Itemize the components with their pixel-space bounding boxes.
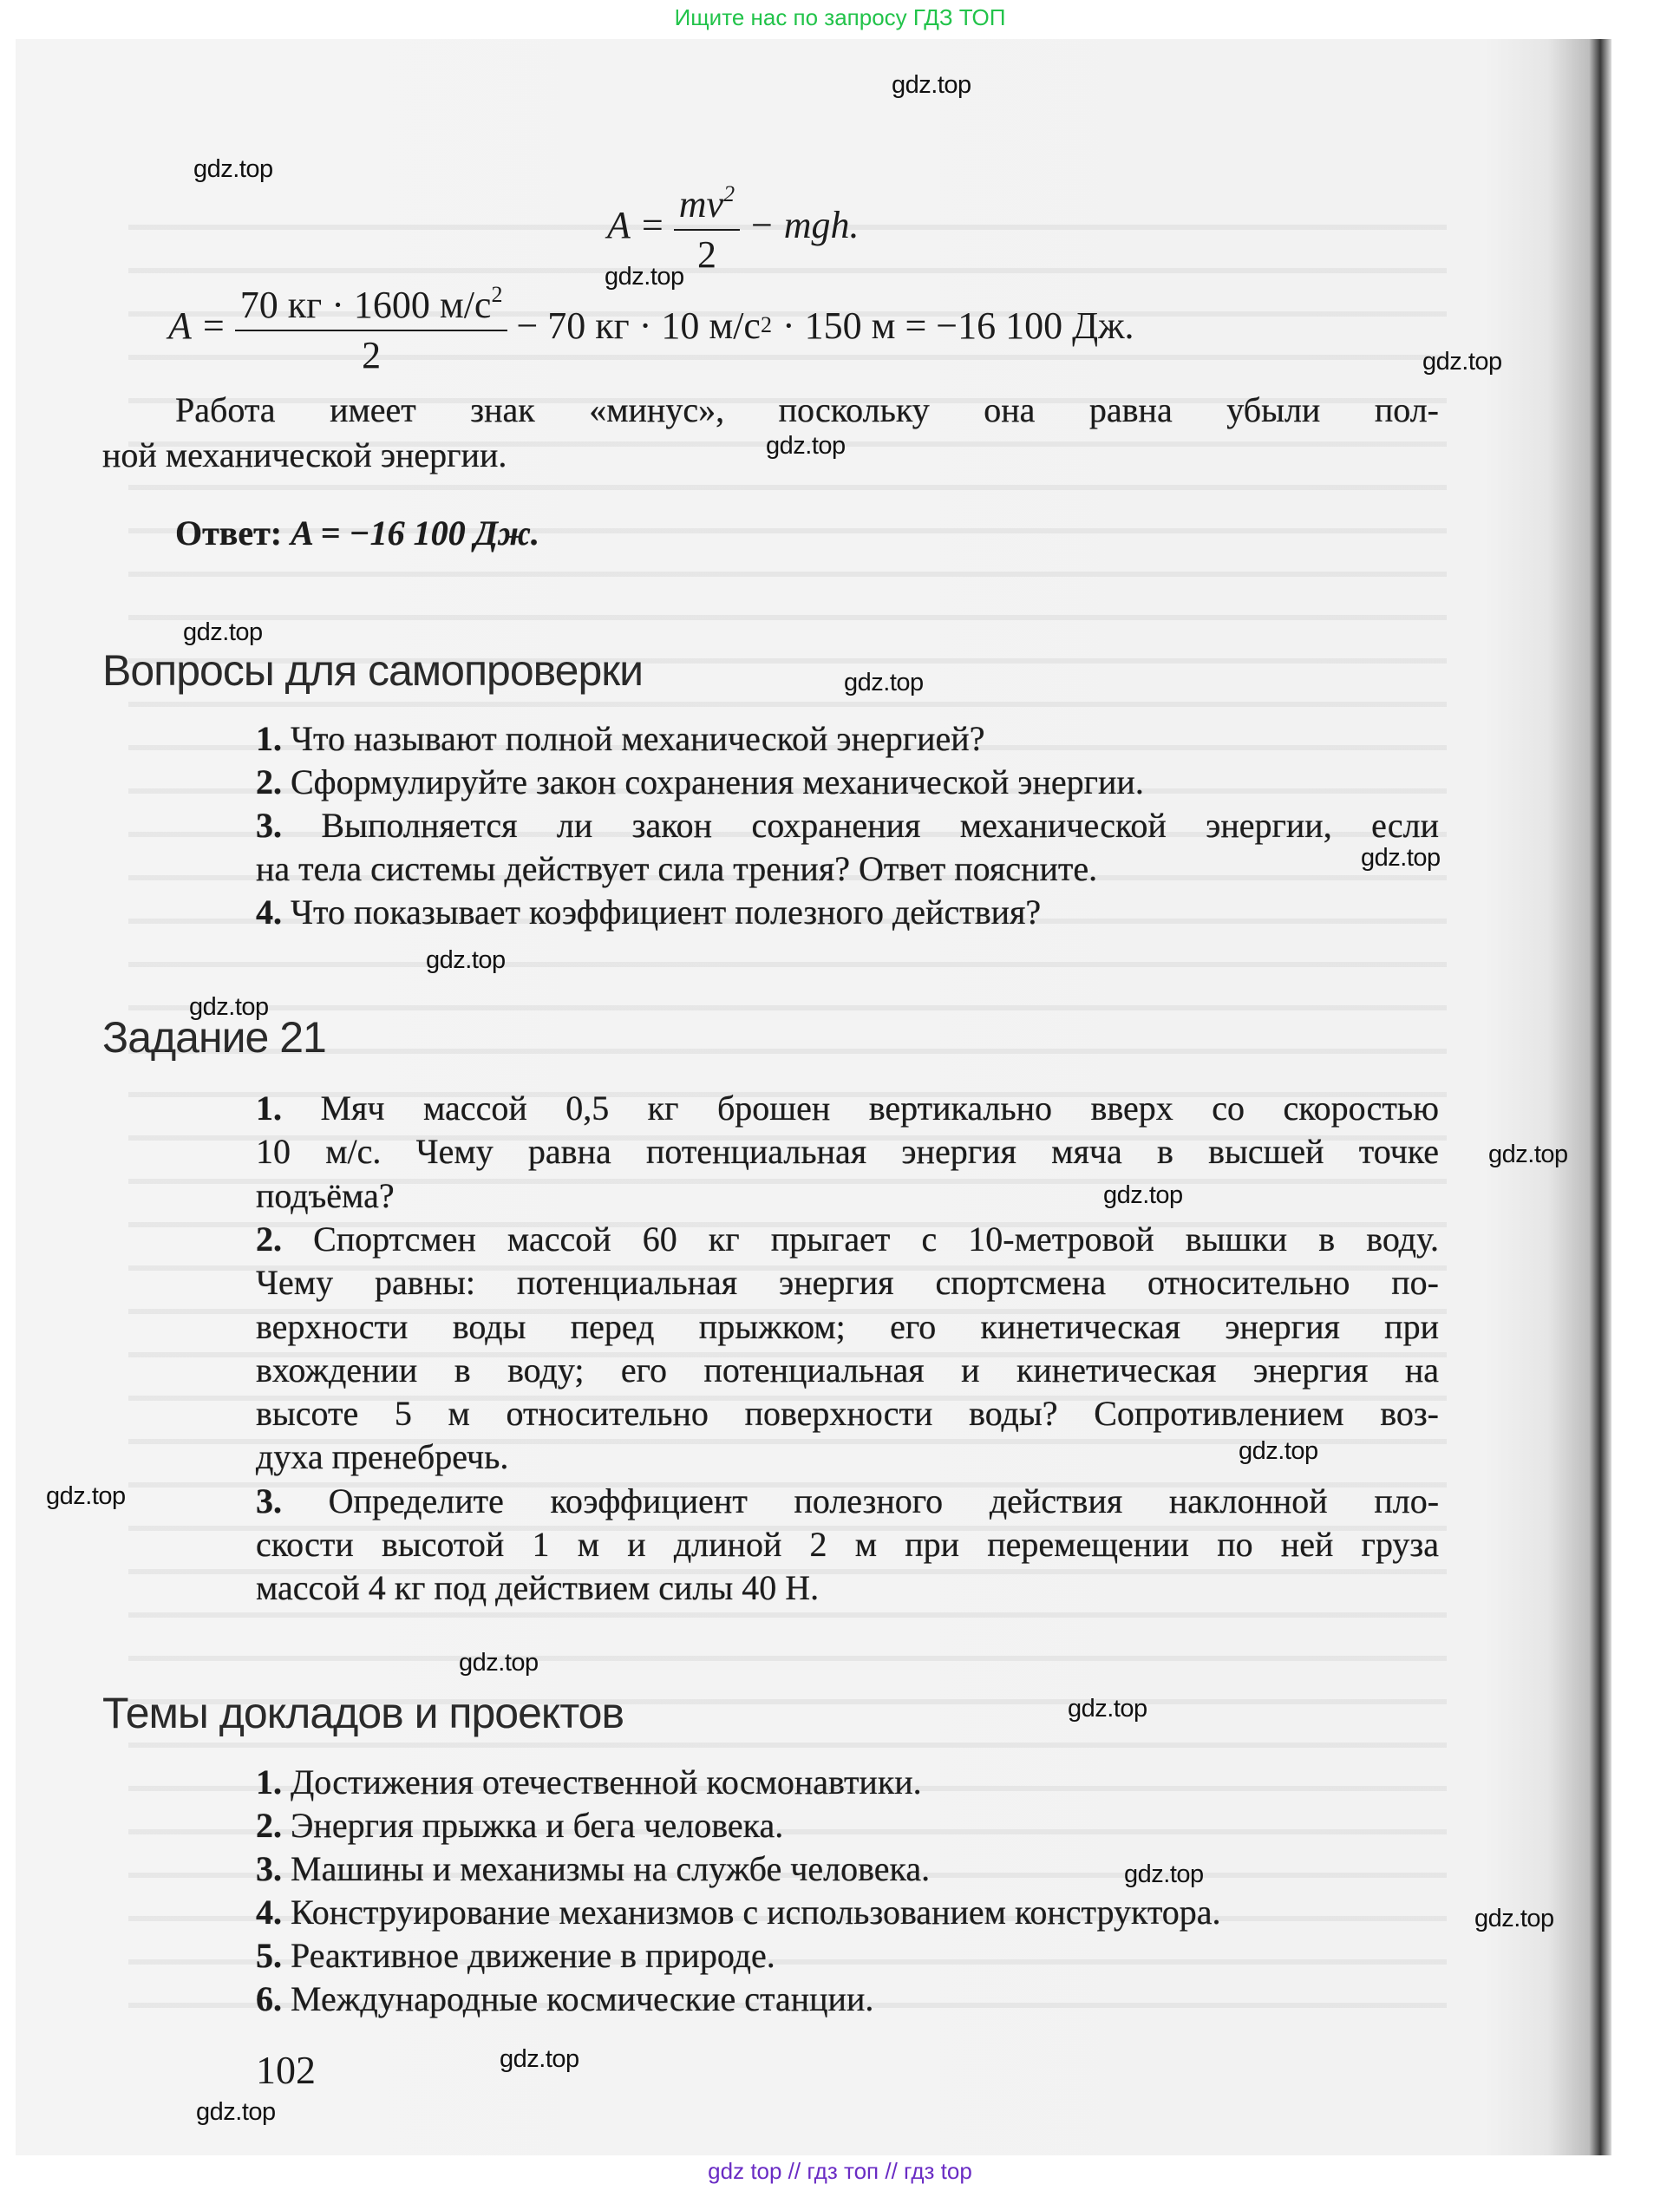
watermark-link[interactable]: gdz.top [183,618,263,646]
watermark-link[interactable]: gdz.top [1474,1905,1554,1932]
item-number: 6. [256,1979,282,2018]
topic-item [256,1847,930,1891]
topic-item [256,1804,783,1847]
watermark-link[interactable]: gdz.top [189,993,269,1021]
answer-label: Ответ: [175,513,283,553]
watermark-link[interactable]: gdz.top [1239,1437,1318,1465]
line-text: Определите коэффициент полезного действия наклонной пло- [328,1481,1440,1520]
watermark-link[interactable]: gdz.top [500,2045,579,2073]
task-item [256,1523,1439,1566]
line-text: высоте 5 м относительно поверхности воды? Сопротивлением воз- [256,1394,1439,1434]
section-heading-topics: Темы докладов и проектов [102,1689,624,1737]
task-item [256,1480,1439,1523]
line-text: на тела системы действует сила трения? Ответ поясните. [256,849,1098,888]
formula1-lhs: A = [607,203,665,246]
line-text: массой 4 кг под действием силы 40 Н. [256,1568,820,1608]
formula2-num-exponent: 2 [491,282,503,307]
section-heading-self-check: Вопросы для самопроверки [102,646,644,695]
answer [175,512,539,555]
line-text: Международные космические станции. [291,1979,874,2018]
item-number: 1. [256,1089,282,1128]
watermark-link[interactable]: gdz.top [459,1649,539,1677]
item-number: 5. [256,1936,282,1975]
self-check-question [256,717,984,761]
watermark-link[interactable]: gdz.top [844,669,924,696]
answer-value: A = −16 100 Дж. [291,513,540,553]
item-number: 4. [256,893,282,932]
item-number: 2. [256,1806,282,1845]
watermark-link[interactable]: gdz.top [766,432,846,460]
line-text: Чему равны: потенциальная энергия спортсмена относительно по- [256,1263,1439,1303]
line-text: ной механической энергии. [102,435,507,474]
task-item [256,1261,1439,1304]
watermark-link[interactable]: gdz.top [1068,1695,1147,1723]
formula2-numerator: 70 кг · 1600 м/с [239,284,492,326]
topic-item [256,1978,873,2021]
self-check-question [256,804,1439,847]
line-text: Конструирование механизмов с использованием конструктора. [291,1893,1221,1932]
formula2-fraction [235,271,508,380]
task-item [256,1218,1439,1261]
watermark-link[interactable]: gdz.top [1488,1141,1568,1168]
item-number: 2. [256,762,282,801]
watermark-link[interactable]: gdz.top [1103,1181,1183,1209]
formula2-denominator: 2 [362,334,382,376]
topic-item [256,1761,922,1804]
line-text: 10 м/с. Чему равна потенциальная энергия мяча в высшей точке [256,1132,1439,1172]
watermark-link[interactable]: gdz.top [1124,1860,1204,1888]
line-text: Что называют полной механической энергией? [291,719,985,758]
topic-item [256,1891,1221,1934]
item-number: 3. [256,806,282,845]
watermark-link[interactable]: gdz.top [196,2098,276,2126]
task-item [256,1566,819,1610]
line-text: Машины и механизмы на службе человека. [291,1849,931,1888]
formula2-lhs: A = [168,304,226,347]
watermark-link[interactable]: gdz.top [1361,844,1441,872]
formula1-exponent: 2 [723,181,735,206]
line-text: скости высотой 1 м и длиной 2 м при перемещении по ней груза [256,1525,1439,1564]
self-check-question [256,761,1144,804]
line-text: подъёма? [256,1175,395,1215]
self-check-question [256,847,1097,891]
formula1-numerator: mv [678,183,724,226]
formula1-denominator: 2 [696,233,716,276]
line-text: Реактивное движение в природе. [291,1936,775,1975]
formula2-rest2: · 150 м = −16 100 Дж. [781,304,1134,347]
task-item [256,1174,395,1218]
section-heading-task: Задание 21 [102,1013,326,1062]
line-text: Спортсмен массой 60 кг прыгает с 10-метровой вышки в воду. [313,1219,1440,1259]
item-number: 2. [256,1219,282,1259]
explanation-line [102,434,507,477]
self-check-question [256,891,1041,934]
watermark-link[interactable]: gdz.top [426,946,506,974]
line-text: Что показывает коэффициент полезного действия? [291,893,1042,932]
task-item [256,1305,1439,1349]
item-number: 3. [256,1849,282,1888]
line-text: Выполняется ли закон сохранения механической энергии, если [321,806,1439,845]
formula2-rest-exponent: 2 [760,312,772,337]
line-text: верхности воды перед прыжком; его кинетическая энергия при [256,1306,1439,1346]
line-text: духа пренебречь. [256,1437,509,1477]
line-text: Работа имеет знак «минус», поскольку она равна убыли пол- [175,390,1439,429]
watermark-link[interactable]: gdz.top [1422,348,1502,376]
task-item [256,1435,508,1479]
search-banner[interactable]: Ищите нас по запросу ГДЗ ТОП [674,4,1006,30]
task-item [256,1087,1439,1130]
item-number: 3. [256,1481,282,1520]
line-text: Достижения отечественной космонавтики. [291,1762,922,1801]
item-number: 4. [256,1893,282,1932]
explanation-line [175,389,1439,432]
topic-item [256,1934,775,1978]
line-text: Сформулируйте закон сохранения механической энергии. [291,762,1144,801]
footer-links[interactable]: gdz top // гдз топ // гдз top [708,2158,972,2184]
formula2-rest1: − 70 кг · 10 м/с [516,304,761,347]
watermark-link[interactable]: gdz.top [193,155,273,183]
formula1-rest: − mgh. [748,203,860,246]
watermark-link[interactable]: gdz.top [892,71,971,99]
page-number: 102 [256,2048,316,2092]
line-text: Мяч массой 0,5 кг брошен вертикально вверх со скоростью [320,1089,1439,1128]
task-item [256,1349,1439,1392]
task-item [256,1392,1439,1435]
item-number: 1. [256,719,282,758]
task-item [256,1130,1439,1174]
watermark-link[interactable]: gdz.top [605,263,684,291]
line-text: Энергия прыжка и бега человека. [291,1806,784,1845]
item-number: 1. [256,1762,282,1801]
line-text: вхождении в воду; его потенциальная и кинетическая энергия на [256,1350,1439,1389]
watermark-link[interactable]: gdz.top [46,1482,126,1510]
